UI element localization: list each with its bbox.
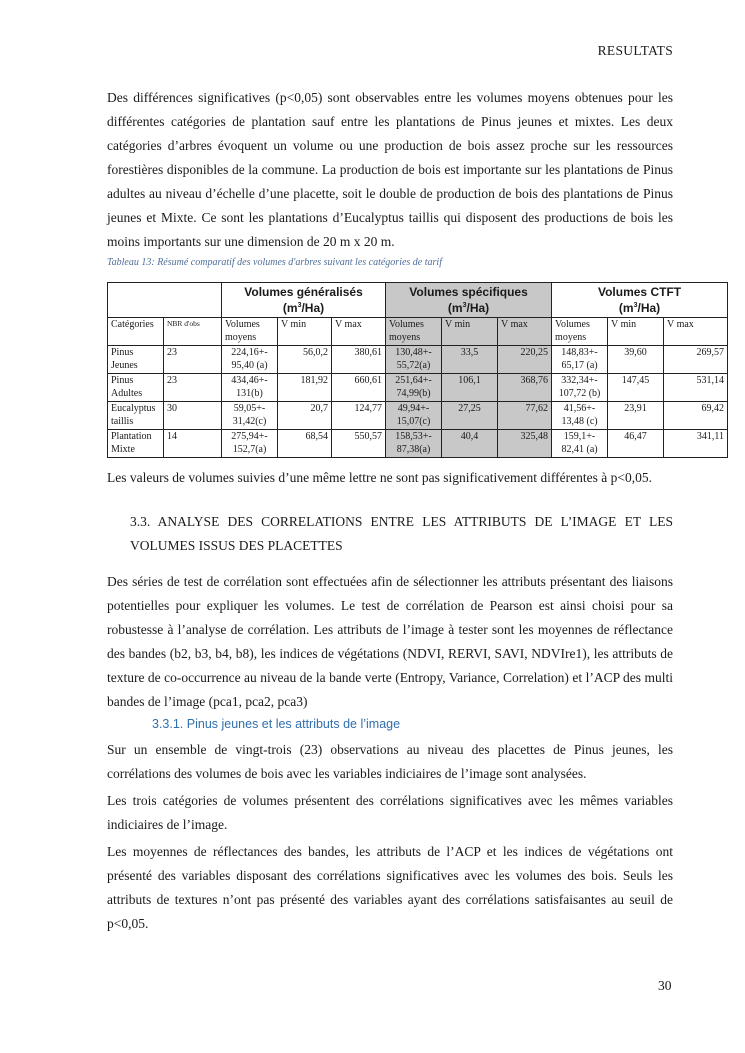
table-group-header-row bbox=[108, 283, 728, 318]
cell-spec-vmax: 77,62 bbox=[498, 402, 552, 430]
cell-spec-vmin: 33,5 bbox=[442, 346, 498, 374]
table-caption: Tableau 13: Résumé comparatif des volumes d'arbres suivant les catégories de tarif bbox=[107, 257, 442, 268]
cell-ctft-mean: 41,56+- 13,48 (c) bbox=[552, 402, 608, 430]
row-nbr: 23 bbox=[164, 346, 222, 374]
cell-ctft-mean: 148,83+- 65,17 (a) bbox=[552, 346, 608, 374]
header-vmin: V min bbox=[608, 318, 664, 346]
group-header-ctft: Volumes CTFT $(m^3/Ha)$ bbox=[552, 283, 728, 318]
section-heading: 3.3. ANALYSE DES CORRELATIONS ENTRE LES ATTRIBUTS DE L’IMAGE ET LES VOLUMES ISSUS DES PLACETTES bbox=[130, 514, 673, 553]
table-corner-cell bbox=[108, 283, 222, 318]
cell-ctft-mean: 159,1+- 82,41 (a) bbox=[552, 430, 608, 458]
correlation-paragraph: Des séries de test de corrélation sont effectuées afin de sélectionner les attributs présentant des liaisons potentielles pour expliquer les volumes. Le test de corrélation de Pearson est ainsi choisi pour sa robustesse à l’analyse de corrélation. Les attributs de l’image à tester sont les moyennes de réflectance des bandes (b2, b3, b4, b8), les indices de végétations (NDVI, RERVI, SAVI, NDVIre1), les attributs de texture de co-occurrence au niveau de la bande verte (Entropy, Variance, Correlation) et l’ACP des multi bandes de l’image (pca1, pca2, pca3) bbox=[107, 574, 673, 709]
running-header: RESULTATS bbox=[597, 43, 673, 58]
cell-ctft-vmax: 69,42 bbox=[664, 402, 728, 430]
cell-gen-vmax: 660,61 bbox=[332, 374, 386, 402]
group-header-generalises: Volumes généralisés $(m^3/Ha)$ bbox=[222, 283, 386, 318]
cell-gen-vmin: 20,7 bbox=[278, 402, 332, 430]
cell-spec-mean: 158,53+- 87,38(a) bbox=[386, 430, 442, 458]
volumes-table bbox=[107, 282, 728, 458]
group-title: Volumes spécifiques bbox=[409, 285, 528, 299]
header-vmin: V min bbox=[278, 318, 332, 346]
table-row bbox=[108, 346, 728, 374]
table-row bbox=[108, 430, 728, 458]
cell-ctft-vmax: 531,14 bbox=[664, 374, 728, 402]
cell-spec-vmin: 40,4 bbox=[442, 430, 498, 458]
cell-gen-vmax: 380,61 bbox=[332, 346, 386, 374]
table-column-header-row bbox=[108, 318, 728, 346]
cell-spec-mean: 49,94+- 15,07(c) bbox=[386, 402, 442, 430]
table-row bbox=[108, 402, 728, 430]
cell-ctft-vmin: 46,47 bbox=[608, 430, 664, 458]
header-vmax: V max bbox=[498, 318, 552, 346]
cell-ctft-mean: 332,34+- 107,72 (b) bbox=[552, 374, 608, 402]
row-category: Eucalyptus taillis bbox=[108, 402, 164, 430]
table-note: Les valeurs de volumes suivies d’une même lettre ne sont pas significativement différentes à p<0,05. bbox=[107, 470, 652, 485]
cell-gen-mean: 224,16+- 95,40 (a) bbox=[222, 346, 278, 374]
cell-gen-vmax: 124,77 bbox=[332, 402, 386, 430]
cell-spec-vmax: 220,25 bbox=[498, 346, 552, 374]
pinus-paragraph-3: Les moyennes de réflectances des bandes, les attributs de l’ACP et les indices de végétations ont présenté des variables disposant des corrélations significatives avec les volumes des bois. Seuls les attributs de textures n’ont pas présenté des variables ayant des corrélations satisfaisantes au seuil de p<0,05. bbox=[107, 844, 673, 931]
header-category: Catégories bbox=[108, 318, 164, 346]
header-vmax: V max bbox=[332, 318, 386, 346]
cell-ctft-vmin: 23,91 bbox=[608, 402, 664, 430]
cell-gen-mean: 275,94+- 152,7(a) bbox=[222, 430, 278, 458]
header-mean: Volumes moyens bbox=[386, 318, 442, 346]
header-vmax: V max bbox=[664, 318, 728, 346]
table-row bbox=[108, 374, 728, 402]
cell-ctft-vmax: 341,11 bbox=[664, 430, 728, 458]
group-title: Volumes généralisés bbox=[244, 285, 363, 299]
cell-spec-vmax: 368,76 bbox=[498, 374, 552, 402]
group-header-specifiques: Volumes spécifiques $(m^3/Ha)$ bbox=[386, 283, 552, 318]
cell-gen-mean: 59,05+- 31,42(c) bbox=[222, 402, 278, 430]
row-nbr: 23 bbox=[164, 374, 222, 402]
pinus-paragraph-1: Sur un ensemble de vingt-trois (23) observations au niveau des placettes de Pinus jeunes, les corrélations des volumes de bois avec les variables indiciaires de l’image sont analysées. bbox=[107, 742, 673, 781]
cell-spec-vmax: 325,48 bbox=[498, 430, 552, 458]
header-mean: Volumes moyens bbox=[222, 318, 278, 346]
row-nbr: 14 bbox=[164, 430, 222, 458]
cell-gen-vmax: 550,57 bbox=[332, 430, 386, 458]
page-number: 30 bbox=[658, 978, 672, 993]
cell-spec-mean: 130,48+- 55,72(a) bbox=[386, 346, 442, 374]
cell-gen-vmin: 56,0,2 bbox=[278, 346, 332, 374]
subsection-heading: 3.3.1. Pinus jeunes et les attributs de l’image bbox=[152, 717, 401, 731]
row-category: Pinus Adultes bbox=[108, 374, 164, 402]
row-nbr: 30 bbox=[164, 402, 222, 430]
header-nbr-obs: NBR d'obs bbox=[164, 318, 222, 346]
cell-ctft-vmin: 39,60 bbox=[608, 346, 664, 374]
row-category: Plantation Mixte bbox=[108, 430, 164, 458]
pinus-paragraph-2: Les trois catégories de volumes présentent des corrélations significatives avec les mêmes variables indiciaires de l’image. bbox=[107, 793, 673, 832]
header-vmin: V min bbox=[442, 318, 498, 346]
cell-spec-vmin: 27,25 bbox=[442, 402, 498, 430]
cell-gen-vmin: 68,54 bbox=[278, 430, 332, 458]
cell-ctft-vmin: 147,45 bbox=[608, 374, 664, 402]
intro-paragraph: Des différences significatives (p<0,05) sont observables entre les volumes moyens obtenues pour les différentes catégories de plantation sauf entre les plantations de Pinus jeunes et mixtes. Les deux catégories d’arbres évoquent un volume ou une production de bois assez proche sur les ressources forestières disponibles de la commune. La production de bois est importante sur les plantations de Pinus adultes au niveau d’échelle d’une placette, soit le double de production de bois des plantations de Pinus jeunes et Mixte. Ce sont les plantations d’Eucalyptus taillis qui disposent des productions de bois les moins importants sur une dimension de 20 m x 20 m. bbox=[107, 90, 673, 249]
cell-gen-vmin: 181,92 bbox=[278, 374, 332, 402]
cell-gen-mean: 434,46+- 131(b) bbox=[222, 374, 278, 402]
cell-spec-vmin: 106,1 bbox=[442, 374, 498, 402]
cell-ctft-vmax: 269,57 bbox=[664, 346, 728, 374]
cell-spec-mean: 251,64+- 74,99(b) bbox=[386, 374, 442, 402]
group-title: Volumes CTFT bbox=[597, 285, 682, 299]
header-mean: Volumes moyens bbox=[552, 318, 608, 346]
row-category: Pinus Jeunes bbox=[108, 346, 164, 374]
